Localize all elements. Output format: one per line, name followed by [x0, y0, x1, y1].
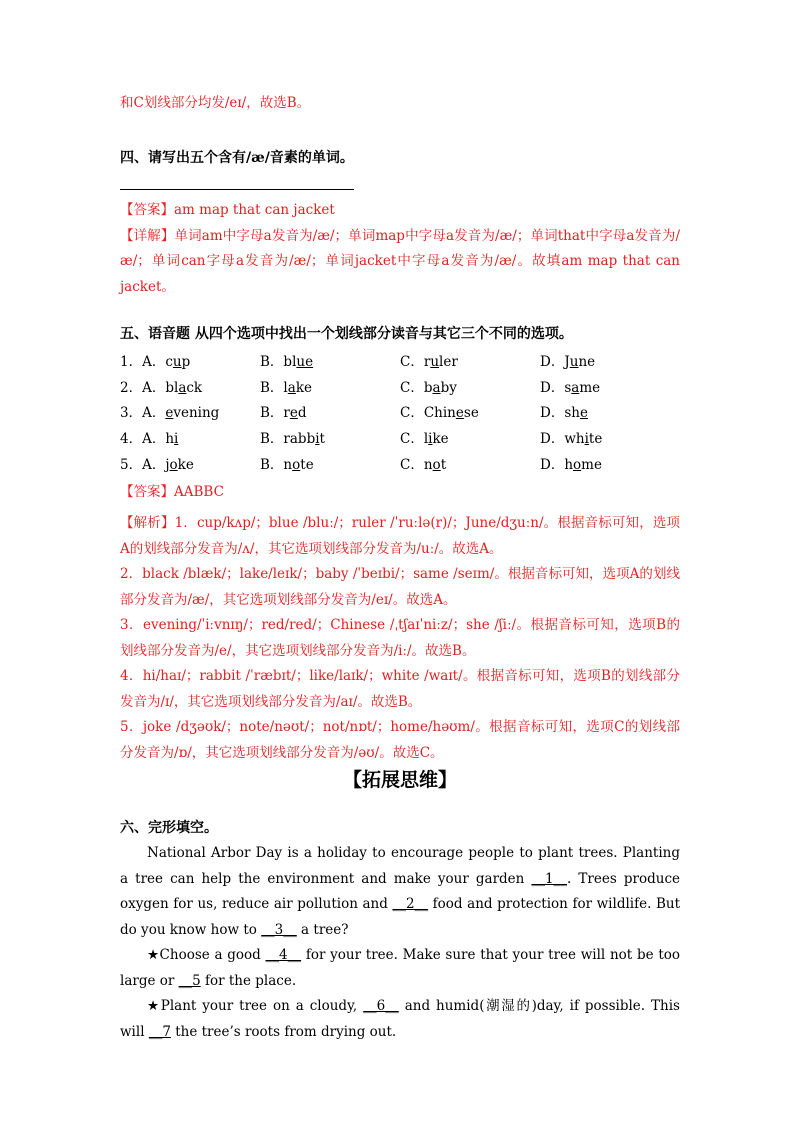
option-label: 4．A．	[120, 431, 166, 448]
option-underlined: a	[178, 379, 187, 396]
option-label: C．	[400, 405, 424, 422]
option-text: se	[463, 405, 479, 422]
question-5-title: 五、语音题 从四个选项中找出一个划线部分读音与其它三个不同的选项。	[120, 326, 573, 342]
option-underlined: ue	[296, 353, 314, 370]
option-text: ke	[432, 431, 449, 448]
option-label: C．	[400, 431, 424, 448]
cloze-blank-3: __3__	[261, 921, 297, 938]
option-label: 1．A．	[120, 353, 166, 370]
cloze-text: ★Plant your tree on a cloudy,	[147, 998, 364, 1014]
option-cell	[120, 424, 260, 450]
option-text: n	[283, 457, 293, 474]
option-underlined: u	[172, 353, 182, 370]
option-text: te	[300, 457, 314, 474]
cloze-text: a tree?	[296, 921, 349, 938]
question-5-answer: 【答案】AABBC	[120, 483, 224, 500]
cloze-paragraph-3	[120, 994, 680, 1045]
option-underlined: i	[174, 431, 179, 448]
option-row	[120, 450, 680, 476]
cloze-paragraph-2	[120, 943, 680, 994]
question-5	[120, 321, 680, 766]
cloze-text: for your tree. Make sure that your tree will not be too large or	[120, 947, 680, 989]
cloze-text: ★Choose a good	[147, 947, 266, 963]
option-label: C．	[400, 457, 424, 474]
option-label: D．	[540, 457, 565, 474]
option-text: ne	[578, 353, 596, 370]
option-cell	[540, 373, 680, 399]
option-underlined: u	[569, 353, 579, 370]
analysis-2: 2．black /blæk/；lake/leɪk/；baby /ˈbeɪbi/；same /seɪm/。根据音标可知，选项A的划线部分发音为/æ/，其它选项划线部分发音为/eɪ/。故选A。	[120, 566, 680, 608]
option-cell	[260, 347, 400, 373]
option-cell	[540, 424, 680, 450]
option-text: b	[423, 379, 433, 396]
option-text: l	[283, 379, 288, 396]
option-text: r	[283, 405, 290, 422]
option-text: bl	[283, 353, 297, 370]
cloze-text: the tree’s roots from drying out.	[170, 1023, 397, 1040]
cloze-blank-5: __5	[178, 972, 201, 989]
analysis-1: 【解析】1．cup/kʌp/；blue /bluː/；ruler /ˈruːlə(r)/；June/dʒuːn/。根据音标可知，选项A的划线部分发音为/ʌ/，其它选项划线部分发音为/uː/。故选A。	[120, 515, 680, 557]
option-text: h	[564, 457, 574, 474]
option-underlined: e	[455, 405, 464, 422]
option-text: n	[423, 457, 433, 474]
option-text: h	[165, 431, 175, 448]
option-cell	[260, 399, 400, 425]
option-text: me	[579, 379, 601, 396]
option-text: bl	[165, 379, 179, 396]
option-text: c	[165, 353, 173, 370]
option-underlined: a	[287, 379, 296, 396]
analysis-4: 4．hi/haɪ/；rabbit /ˈræbɪt/；like/laɪk/；white /waɪt/。根据音标可知，选项B的划线部分发音为/ɪ/，其它选项划线部分发音为/aɪ/。故选B。	[120, 668, 680, 710]
option-text: te	[588, 431, 603, 448]
analysis-3: 3．evening/ˈiːvnɪŋ/；red/red/；Chinese /ˌtʃaɪˈniːz/；she /ʃiː/。根据音标可知，选项B的划线部分发音为/e/，其它选项划线部分发音为/iː/。故选B。	[120, 617, 680, 659]
option-label: 2．A．	[120, 379, 166, 396]
option-cell	[400, 373, 540, 399]
option-cell	[400, 399, 540, 425]
cloze-text: food and protection for wildlife. But do you know how to	[120, 896, 680, 938]
option-row	[120, 399, 680, 425]
option-underlined: u	[430, 353, 440, 370]
option-underlined: a	[571, 379, 580, 396]
question-4-answer: 【答案】am map that can jacket	[120, 202, 335, 218]
option-cell	[260, 450, 400, 476]
option-label: 5．A．	[120, 457, 166, 474]
option-text: ke	[295, 379, 312, 396]
question-4-detail: 【详解】单词am中字母a发音为/æ/；单词map中字母a发音为/æ/；单词that中字母a发音为/æ/；单词can字母a发音为/æ/；单词jacket中字母a发音为/æ/。故填am map that can jacket。	[120, 227, 680, 295]
cloze-blank-7: __7	[148, 1023, 171, 1040]
option-text: p	[181, 353, 191, 370]
option-text: sh	[564, 405, 580, 422]
question-4	[120, 145, 680, 300]
cloze-blank-2: __2__	[392, 896, 429, 912]
option-label: D．	[540, 405, 565, 422]
option-label: B．	[260, 405, 284, 422]
option-cell	[540, 347, 680, 373]
option-underlined: o	[432, 457, 441, 474]
option-underlined: e	[289, 405, 298, 422]
option-label: B．	[260, 431, 284, 448]
option-label: B．	[260, 353, 284, 370]
option-cell	[120, 347, 260, 373]
option-underlined: a	[432, 379, 441, 396]
option-row	[120, 347, 680, 373]
option-text: Chin	[423, 405, 456, 422]
option-text: l	[423, 431, 429, 448]
question-4-title: 四、请写出五个含有/æ/音素的单词。	[120, 150, 354, 166]
option-underlined: i	[315, 431, 320, 448]
option-text: j	[165, 457, 170, 474]
option-text: ck	[186, 379, 203, 396]
option-underlined: o	[573, 457, 582, 474]
option-cell	[260, 373, 400, 399]
section-title: 【拓展思维】	[342, 769, 457, 791]
option-underlined: e	[165, 405, 174, 422]
option-cell	[400, 450, 540, 476]
option-label: D．	[540, 353, 565, 370]
option-text: r	[423, 353, 431, 370]
option-cell	[120, 450, 260, 476]
option-label: C．	[400, 353, 424, 370]
question-6	[120, 815, 680, 1045]
cloze-text: and humid(潮湿的)day, if possible. This will	[120, 998, 680, 1040]
option-text: rabb	[283, 431, 316, 448]
option-label: D．	[540, 431, 565, 448]
option-cell	[400, 347, 540, 373]
option-row	[120, 424, 680, 450]
cloze-text: National Arbor Day is a holiday to encourage people to plant trees. Planting a tree can help the environment and make your garden	[120, 845, 680, 887]
cloze-text: for the place.	[200, 972, 297, 989]
cloze-blank-6: __6__	[363, 998, 399, 1014]
option-label: C．	[400, 379, 424, 396]
options-table	[120, 347, 680, 476]
question-5-analysis	[120, 511, 680, 766]
analysis-5: 5．joke /dʒəʊk/；note/nəʊt/；not/nɒt/；home/həʊm/。根据音标可知，选项C的划线部分发音为/ɒ/，其它选项划线部分发音为/əʊ/。故选C。	[120, 719, 680, 761]
option-text: me	[581, 457, 602, 474]
option-cell	[260, 424, 400, 450]
cloze-text: . Trees produce oxygen for us, reduce air pollution and	[120, 870, 680, 912]
option-text: vening	[173, 405, 220, 422]
option-text: s	[564, 379, 572, 396]
option-cell	[120, 373, 260, 399]
option-cell	[540, 450, 680, 476]
question-6-title: 六、完形填空。	[120, 820, 218, 836]
option-text: t	[319, 431, 325, 448]
previous-answer-tail: 和C划线部分均发/eɪ/，故选B。	[120, 95, 311, 111]
cloze-blank-1: __1__	[531, 870, 568, 887]
option-label: B．	[260, 457, 284, 474]
option-cell	[120, 399, 260, 425]
option-label: 3．A．	[120, 405, 166, 422]
option-text: ler	[439, 353, 458, 370]
option-underlined: o	[169, 457, 178, 474]
option-underlined: i	[584, 431, 589, 448]
option-text: wh	[564, 431, 585, 448]
option-cell	[400, 424, 540, 450]
option-text: t	[440, 457, 447, 474]
answer-line	[120, 171, 354, 190]
option-cell	[540, 399, 680, 425]
option-text: ke	[177, 457, 194, 474]
option-row	[120, 373, 680, 399]
option-text: by	[440, 379, 457, 396]
option-text: J	[564, 353, 570, 370]
option-label: B．	[260, 379, 284, 396]
option-underlined: i	[428, 431, 433, 448]
cloze-blank-4: __4__	[265, 947, 302, 963]
option-label: D．	[540, 379, 565, 396]
option-text: d	[297, 405, 307, 422]
cloze-paragraph-1	[120, 841, 680, 943]
option-underlined: e	[579, 405, 588, 422]
option-underlined: o	[292, 457, 301, 474]
